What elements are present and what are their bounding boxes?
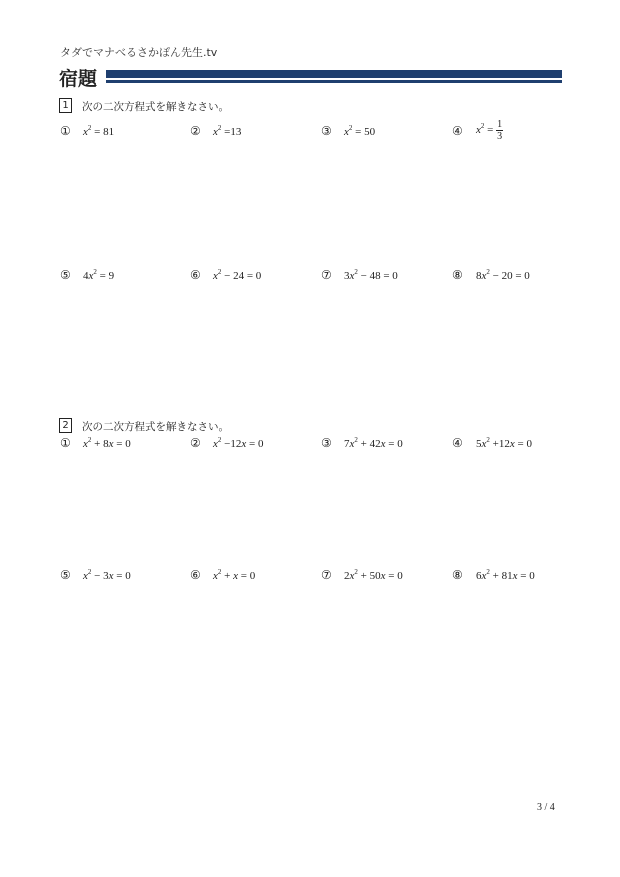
equation-exponent: 2 xyxy=(486,268,490,276)
problem-marker: ④ xyxy=(452,436,463,450)
equation xyxy=(83,270,114,282)
equation-variable: x xyxy=(481,270,487,282)
equation-term: = 0 xyxy=(113,438,131,450)
equation-coefficient: 2 xyxy=(344,570,350,582)
problem-marker: ③ xyxy=(321,436,332,450)
equation-variable: x xyxy=(349,270,355,282)
equation-exponent: 2 xyxy=(217,568,222,576)
equation xyxy=(344,270,398,282)
equation-term: + 42 xyxy=(357,438,381,450)
equation-coefficient: 4 xyxy=(83,270,89,282)
equation-term: = 81 xyxy=(91,126,115,138)
equation-term: +12 xyxy=(489,438,510,450)
equation xyxy=(213,438,263,450)
site-name: タダでマナべるさかぽん先生.tv xyxy=(60,46,218,59)
equation xyxy=(344,570,403,582)
equation xyxy=(476,570,535,582)
equation-variable: x xyxy=(512,570,518,582)
equation-variable: x xyxy=(213,126,218,138)
equation-exponent: 2 xyxy=(87,568,92,576)
problem-marker: ② xyxy=(190,124,201,138)
equation-variable: x xyxy=(213,438,218,450)
equation-exponent: 2 xyxy=(486,568,490,576)
problem-marker: ② xyxy=(190,436,201,450)
equation-term: + 8 xyxy=(91,438,109,450)
equation xyxy=(476,270,530,282)
equation-term: = xyxy=(484,124,497,137)
equation-variable: x xyxy=(349,570,355,582)
fraction-numerator: 1 xyxy=(497,119,503,130)
problem-marker: ⑧ xyxy=(452,568,463,582)
equation xyxy=(476,119,503,142)
equation-exponent: 2 xyxy=(486,436,490,444)
equation-variable: x xyxy=(83,570,88,582)
problem-marker: ⑥ xyxy=(190,568,201,582)
equation xyxy=(83,126,114,138)
equation-term: = 0 xyxy=(246,438,264,450)
problem-marker: ① xyxy=(60,124,71,138)
equation-variable: x xyxy=(108,570,114,582)
equation-exponent: 2 xyxy=(217,268,222,276)
equation-term: + xyxy=(221,570,234,582)
problem-marker: ⑧ xyxy=(452,268,463,282)
problem-marker: ⑦ xyxy=(321,268,332,282)
equation-exponent: 2 xyxy=(480,122,485,131)
equation xyxy=(476,438,532,450)
equation xyxy=(213,570,255,582)
equation-variable: x xyxy=(344,126,349,138)
fraction xyxy=(496,119,503,142)
equation-variable: x xyxy=(83,126,88,138)
equation-variable: x xyxy=(213,570,218,582)
problem-marker: ④ xyxy=(452,124,463,138)
equation-variable: x xyxy=(481,570,487,582)
equation-term: − 20 = 0 xyxy=(489,270,530,282)
equation-exponent: 2 xyxy=(87,436,92,444)
equation-exponent: 2 xyxy=(217,124,222,132)
equation-variable: x xyxy=(88,270,94,282)
page-title: 宿題 xyxy=(59,68,98,90)
equation xyxy=(213,126,241,138)
equation xyxy=(83,438,131,450)
equation-coefficient: 8 xyxy=(476,270,482,282)
section-instruction: 次の二次方程式を解きなさい。 xyxy=(82,421,229,433)
equation-term: − 24 = 0 xyxy=(221,270,262,282)
equation-exponent: 2 xyxy=(87,124,92,132)
problem-marker: ⑦ xyxy=(321,568,332,582)
equation-exponent: 2 xyxy=(354,436,358,444)
equation-exponent: 2 xyxy=(348,124,353,132)
equation-term: − 3 xyxy=(91,570,109,582)
equation-coefficient: 7 xyxy=(344,438,350,450)
problem-marker: ① xyxy=(60,436,71,450)
problem-marker: ⑤ xyxy=(60,568,71,582)
fraction-denominator: 3 xyxy=(497,131,503,142)
equation-term: = 0 xyxy=(517,570,535,582)
equation-term: = 9 xyxy=(96,270,115,282)
equation xyxy=(213,270,261,282)
equation-term: −12 xyxy=(221,438,242,450)
equation-variable: x xyxy=(108,438,114,450)
equation xyxy=(83,570,131,582)
equation-coefficient: 3 xyxy=(344,270,350,282)
problem-marker: ⑥ xyxy=(190,268,201,282)
equation-variable: x xyxy=(349,438,355,450)
equation-exponent: 2 xyxy=(354,268,358,276)
section-number-box: 1 xyxy=(59,98,72,113)
equation-variable: x xyxy=(476,124,481,137)
section-number-box: 2 xyxy=(59,418,72,433)
equation-variable: x xyxy=(213,270,218,282)
equation-term: + 81 xyxy=(489,570,513,582)
equation-variable: x xyxy=(509,438,515,450)
equation-term: = 0 xyxy=(385,570,403,582)
page-number: 3 / 4 xyxy=(537,802,555,813)
equation-variable: x xyxy=(233,570,238,582)
equation xyxy=(344,126,375,138)
equation-coefficient: 6 xyxy=(476,570,482,582)
equation-term: = 0 xyxy=(113,570,131,582)
equation-exponent: 2 xyxy=(354,568,358,576)
equation-term: = 0 xyxy=(385,438,403,450)
equation-term: =13 xyxy=(221,126,242,138)
problem-marker: ③ xyxy=(321,124,332,138)
equation-term: = 0 xyxy=(514,438,532,450)
equation-variable: x xyxy=(481,438,487,450)
equation-variable: x xyxy=(83,438,88,450)
title-rule-thin xyxy=(106,80,562,83)
equation-exponent: 2 xyxy=(93,268,97,276)
equation-term: + 50 xyxy=(357,570,381,582)
equation-variable: x xyxy=(380,438,386,450)
equation xyxy=(344,438,403,450)
equation-variable: x xyxy=(241,438,247,450)
equation-term: = 50 xyxy=(352,126,376,138)
equation-term: − 48 = 0 xyxy=(357,270,398,282)
section-instruction: 次の二次方程式を解きなさい。 xyxy=(82,101,229,113)
equation-term: = 0 xyxy=(238,570,256,582)
problem-marker: ⑤ xyxy=(60,268,71,282)
equation-variable: x xyxy=(380,570,386,582)
equation-coefficient: 5 xyxy=(476,438,482,450)
equation-exponent: 2 xyxy=(217,436,222,444)
title-rule-thick xyxy=(106,70,562,78)
